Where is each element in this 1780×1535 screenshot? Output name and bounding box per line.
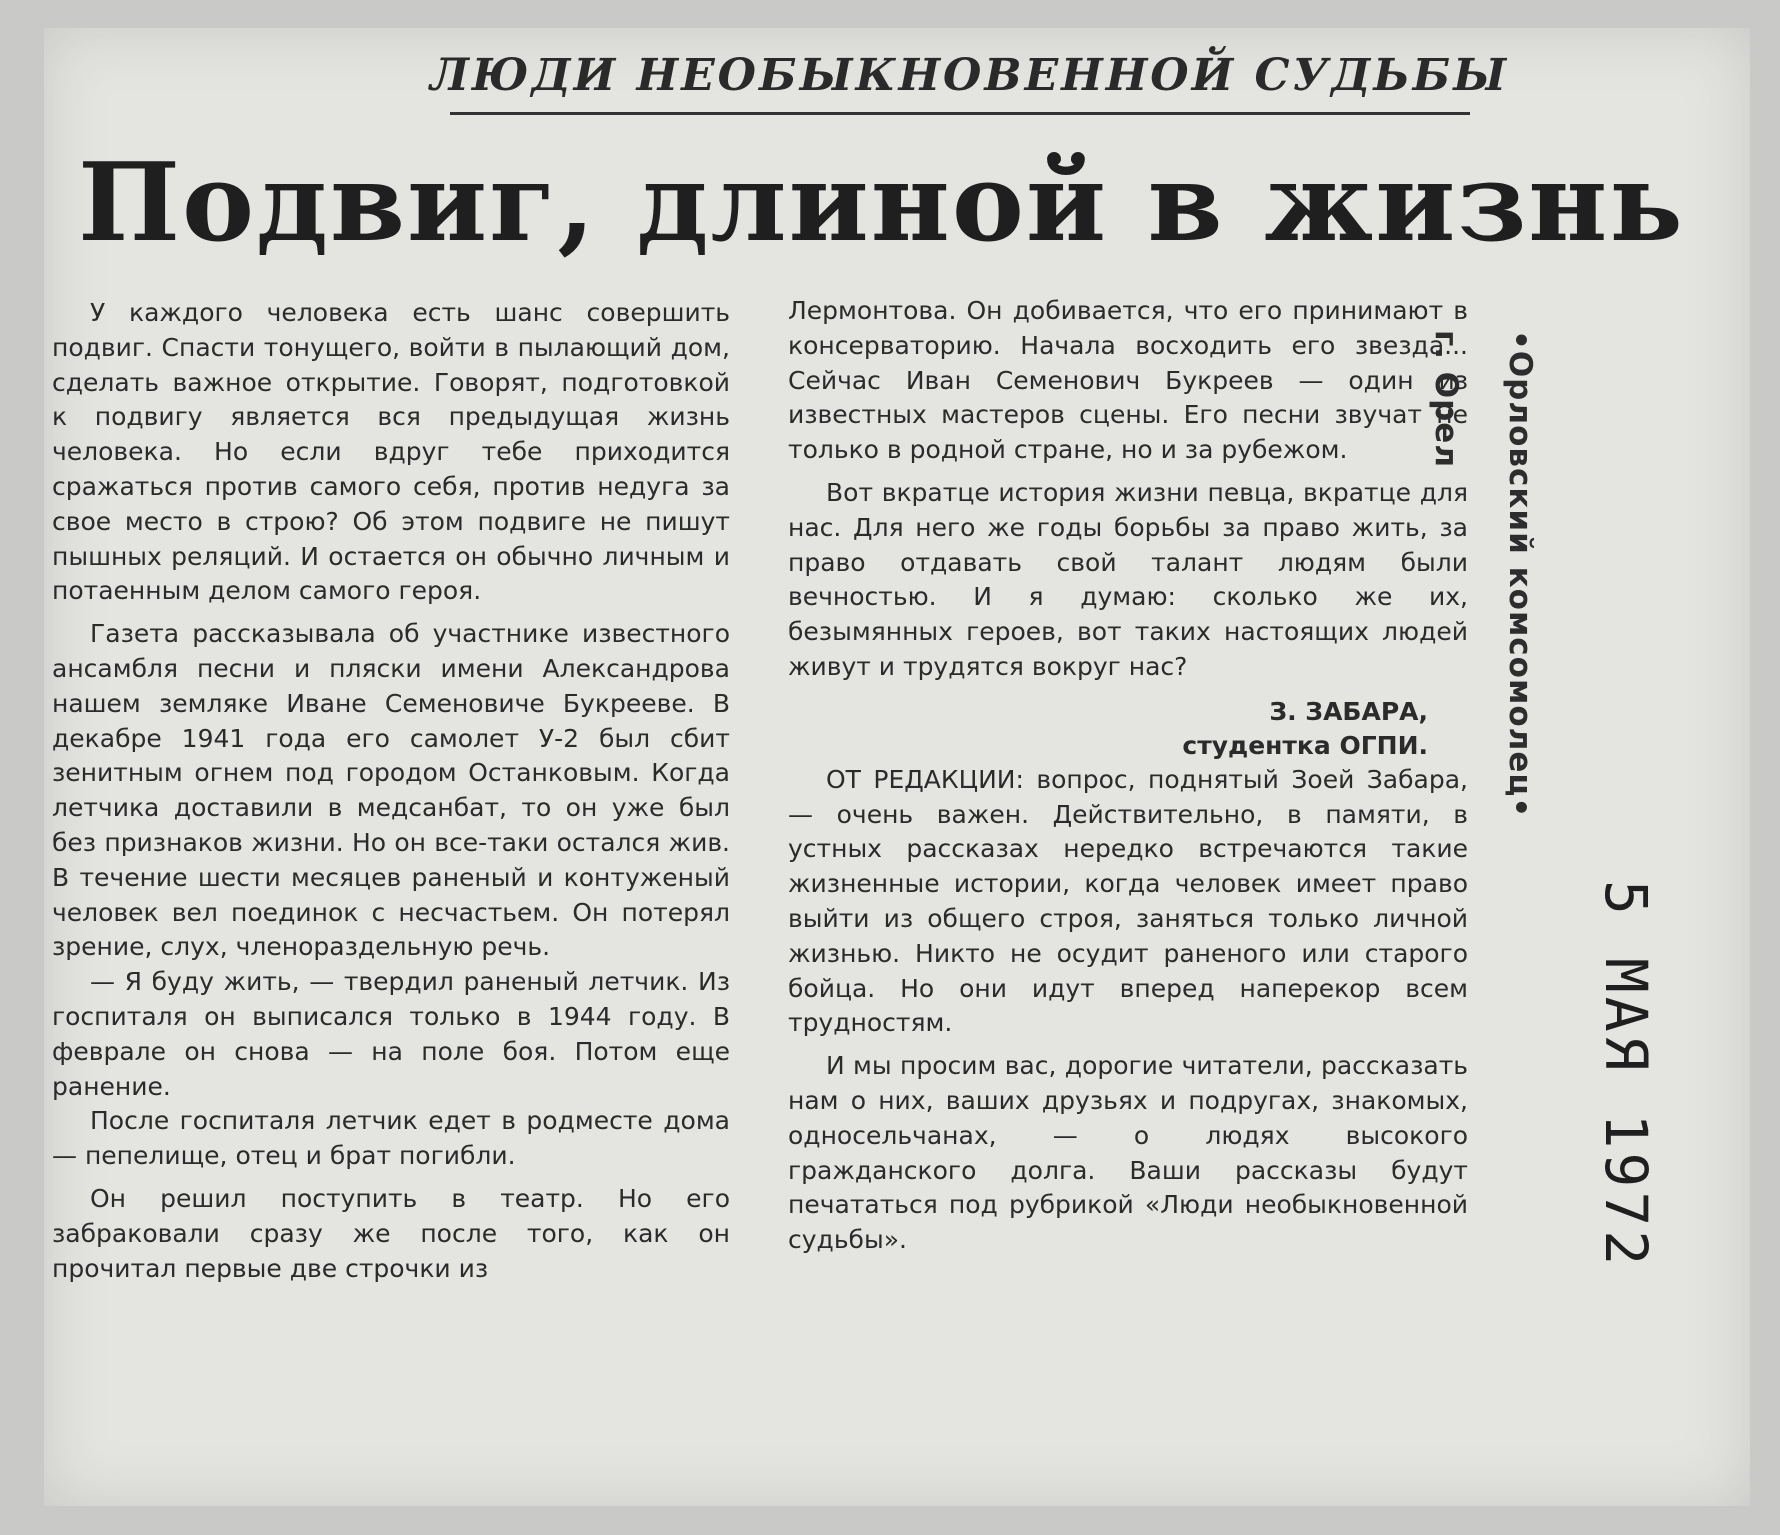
author-signature: [788, 695, 1468, 763]
paragraph: Вот вкратце история жизни певца, вкратце для нас. Для него же годы борьбы за право жить, за право отдавать свой талант людям были вечностью. И я думаю: сколько же их, безымянных героев, вот таких настоящих людей живут и трудятся вокруг нас?: [788, 477, 1468, 681]
rubric-heading: ЛЮДИ НЕОБЫКНОВЕННОЙ СУДЬБЫ: [430, 50, 1510, 101]
source-stamp: [1426, 330, 1540, 818]
paragraph: Он решил поступить в театр. Но его забраковали сразу же после того, как он прочитал первые две строчки из: [52, 1183, 730, 1283]
paragraph: — Я буду жить, — твердил раненый летчик. Из госпиталя он выписался только в 1944 году. В феврале он снова — на поле боя. Потом еще ранение.: [52, 967, 730, 1101]
article-headline: Подвиг, длиной в жизнь: [78, 140, 1685, 266]
article-right-column: [788, 294, 1468, 1258]
paragraph: Лермонтова. Он добивается, что его принимают в консерваторию. Начала восходить его звезда... Сейчас Иван Семенович Букреев — один из известных мастеров сцены. Его песни звучат не только в родной стране, но и за рубежом.: [788, 296, 1468, 465]
author-role: студентка ОГПИ.: [1182, 730, 1428, 760]
editorial-note: ОТ РЕДАКЦИИ: вопрос, поднятый Зоей Забара,— очень важен. Действительно, в памяти, в устных рассказах нередко встречаются такие жизненные истории, когда человек имеет право выйти из общего строя, заняться только личной жизнью. Никто не осудит раненого или старого бойца. Но они идут вперед наперекор всем трудностям.: [788, 764, 1468, 1038]
paragraph: Газета рассказывала об участнике известного ансамбля песни и пляски имени Александрова нашем земляке Иване Семеновиче Букрееве. В декабре 1941 года его самолет У-2 был сбит зенитным огнем под городом Останковым. Когда летчика доставили в медсанбат, то он уже был без признаков жизни. Но он все-таки остался жив. В течение шести месяцев раненый и контуженый человек вел поединок с несчастьем. Он потерял зрение, слух, членораздельную речь.: [52, 619, 730, 962]
editorial-appeal: И мы просим вас, дорогие читатели, рассказать нам о них, ваших друзьях и подругах, знакомых, односельчанах, — о людях высокого гражданского долга. Ваши рассказы будут печататься под рубрикой «Люди необыкновенной судьбы».: [788, 1051, 1468, 1255]
rubric-underline: [450, 112, 1470, 115]
source-date-stamp: 5 МАЯ 1972: [1592, 880, 1660, 1270]
source-paper-name: •Орловский комсомолец•: [1502, 330, 1538, 819]
author-name: З. ЗАБАРА,: [1269, 696, 1428, 726]
article-left-column: [52, 296, 730, 1286]
paragraph: После госпиталя летчик едет в родместе дома — пепелище, отец и брат погибли.: [52, 1106, 730, 1171]
source-city: г. Орел: [1428, 330, 1464, 469]
paragraph: У каждого человека есть шанс совершить подвиг. Спасти тонущего, войти в пылающий дом, сделать важное открытие. Говорят, подготовкой к подвигу является вся предыдущая жизнь человека. Но если вдруг тебе приходится сражаться против самого себя, против недуга за свое место в строю? Об этом подвиге не пишут пышных реляций. И остается он обычно личным и потаенным делом самого героя.: [52, 298, 730, 606]
